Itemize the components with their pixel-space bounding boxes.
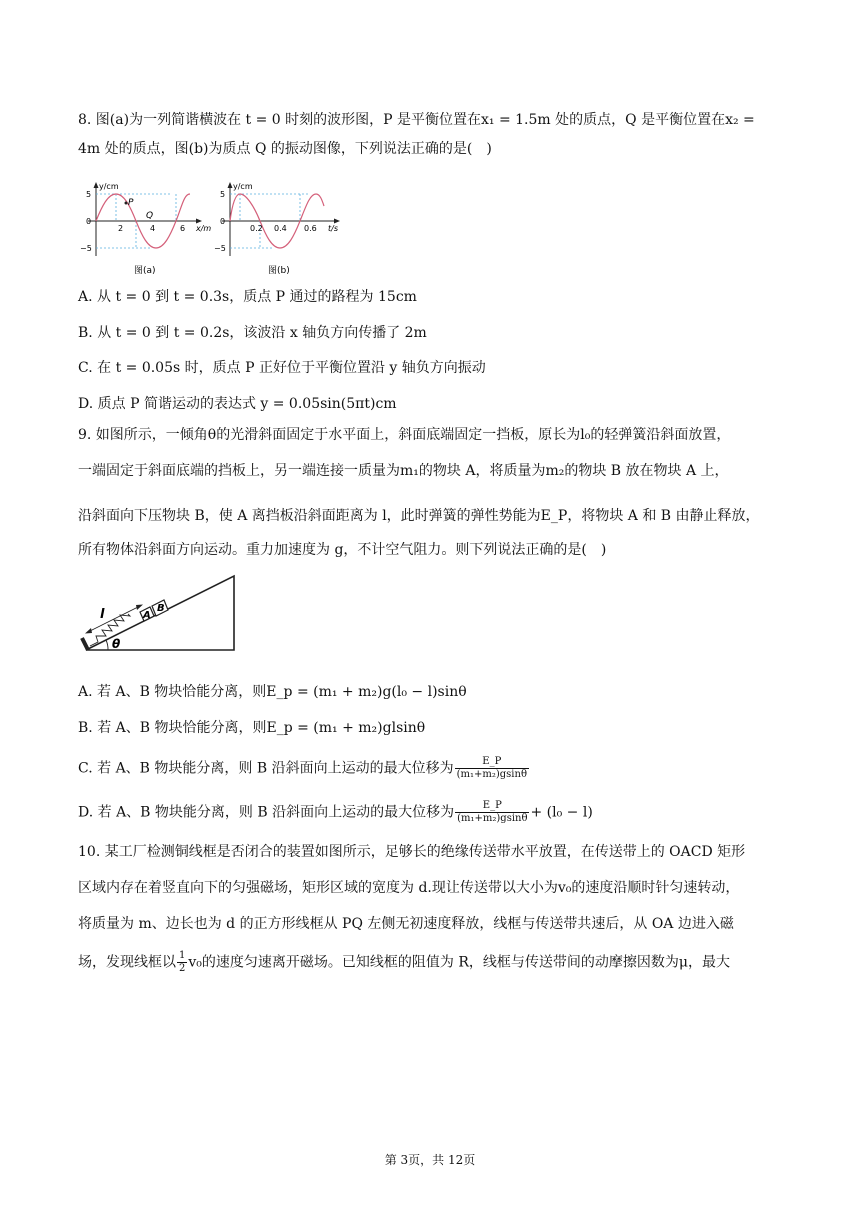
q10-line4-start: 场，发现线框以: [78, 954, 176, 971]
fig-a-xtick-6: 6: [180, 224, 186, 233]
fig-label-b: B: [157, 603, 165, 614]
q9-option-d-text: D. 若 A、B 物块能分离，则 B 沿斜面向上运动的最大位移为: [78, 804, 455, 821]
fig-a-ytick-neg5: −5: [80, 244, 92, 253]
fig-a-caption: 图(a): [134, 266, 156, 276]
fig-b-caption: 图(b): [268, 266, 290, 276]
fraction-denominator: (m₁+m₂)gsinθ: [456, 769, 527, 780]
fig-a-label-p: P: [128, 198, 134, 208]
fig-b-ytick-neg5: −5: [214, 244, 226, 253]
q10-line4-end: v₀的速度匀速离开磁场。已知线框的阻值为 R，线框与传送带间的动摩擦因数为μ，最大: [188, 954, 730, 971]
q10-line2: 区域内存在着竖直向下的匀强磁场，矩形区域的宽度为 d.现让传送带以大小为v₀的速度沿顺时针匀速转动，: [78, 880, 740, 896]
fig-a-xtick-4: 4: [150, 224, 156, 233]
fraction-denominator: 2: [179, 963, 186, 974]
q9-stem-line4: 所有物体沿斜面方向运动。重力加速度为 g，不计空气阻力。则下列说法正确的是( ): [78, 542, 607, 558]
q8-option-b: B. 从 t = 0 到 t = 0.2s，该波沿 x 轴负方向传播了 2m: [78, 325, 427, 341]
q8-option-a: A. 从 t = 0 到 t = 0.3s，质点 P 通过的路程为 15cm: [78, 289, 417, 305]
fig-b-ytick-0: 0: [220, 217, 226, 226]
fig-label-a: A: [143, 610, 151, 621]
fraction-numerator: 1: [179, 950, 186, 961]
q9-stem-line3: 沿斜面向下压物块 B，使 A 离挡板沿斜面距离为 l，此时弹簧的弹性势能为E_P，将物块 A 和 B 由静止释放，: [78, 508, 760, 524]
q9-incline-figure: [78, 570, 243, 662]
fig-a-ylabel: y/cm: [99, 182, 119, 191]
q9-option-b: B. 若 A、B 物块恰能分离，则E_p = (m₁ + m₂)glsinθ: [78, 720, 426, 736]
q8-stem-line1: 8. 图(a)为一列简谐横波在 t = 0 时刻的波形图，P 是平衡位置在x₁ = 1.5m 处的质点，Q 是平衡位置在x₂ =: [78, 112, 755, 128]
fig-a-xlabel: x/m: [196, 224, 212, 233]
q9-option-d-tail: + (l₀ − l): [530, 804, 593, 821]
q9-option-c-text: C. 若 A、B 物块能分离，则 B 沿斜面向上运动的最大位移为: [78, 760, 454, 777]
fraction-numerator: E_P: [455, 756, 529, 769]
fig-label-theta: θ: [112, 637, 121, 651]
q9-option-c-fraction: [455, 756, 529, 781]
fig-a-label-q: Q: [146, 211, 154, 221]
fraction-denominator: (m₁+m₂)gsinθ: [457, 813, 528, 824]
q8-option-c: C. 在 t = 0.05s 时，质点 P 正好位于平衡位置沿 y 轴负方向振动: [78, 360, 486, 376]
q10-line3: 将质量为 m、边长也为 d 的正方形线框从 PQ 左侧无初速度释放，线框与传送带共速后，从 OA 边进入磁: [78, 916, 734, 932]
fig-a-xtick-2: 2: [118, 224, 124, 233]
q10-line1: 10. 某工厂检测铜线框是否闭合的装置如图所示，足够长的绝缘传送带水平放置，在传送带上的 OACD 矩形: [78, 844, 746, 860]
q8-option-d: D. 质点 P 简谐运动的表达式 y = 0.05sin(5πt)cm: [78, 396, 397, 412]
q9-option-c: [78, 756, 530, 781]
fig-b-xtick-04: 0.4: [274, 224, 287, 233]
fig-a-ytick-0: 0: [86, 217, 92, 226]
fig-b-ylabel: y/cm: [233, 182, 253, 191]
fig-b-xtick-06: 0.6: [304, 224, 317, 233]
q10-half-fraction: [177, 950, 187, 975]
q9-stem-line1: 9. 如图所示，一倾角θ的光滑斜面固定于水平面上，斜面底端固定一挡板，原长为l₀的轻弹簧沿斜面放置，: [78, 427, 731, 443]
q9-option-d: [78, 800, 593, 825]
fig-label-l: l: [100, 607, 105, 622]
fig-b-ytick-5: 5: [220, 190, 226, 199]
fig-a-ytick-5: 5: [86, 190, 92, 199]
q10-line4: [78, 950, 730, 975]
q8-figures: [78, 176, 348, 280]
q9-option-a: A. 若 A、B 物块恰能分离，则E_p = (m₁ + m₂)g(l₀ − l)sinθ: [78, 684, 467, 700]
figure-a: [80, 182, 211, 276]
fig-b-xtick-02: 0.2: [250, 224, 263, 233]
q9-option-d-fraction: [455, 800, 529, 825]
q8-stem-line2: 4m 处的质点，图(b)为质点 Q 的振动图像，下列说法正确的是( ): [78, 141, 492, 157]
page-footer: 第 3页，共 12页: [384, 1153, 476, 1167]
fraction-numerator: E_P: [455, 800, 529, 813]
figure-b: [214, 182, 340, 276]
fig-b-xlabel: t/s: [328, 224, 338, 233]
q9-stem-line2: 一端固定于斜面底端的挡板上，另一端连接一质量为m₁的物块 A，将质量为m₂的物块 B 放在物块 A 上，: [78, 463, 729, 479]
